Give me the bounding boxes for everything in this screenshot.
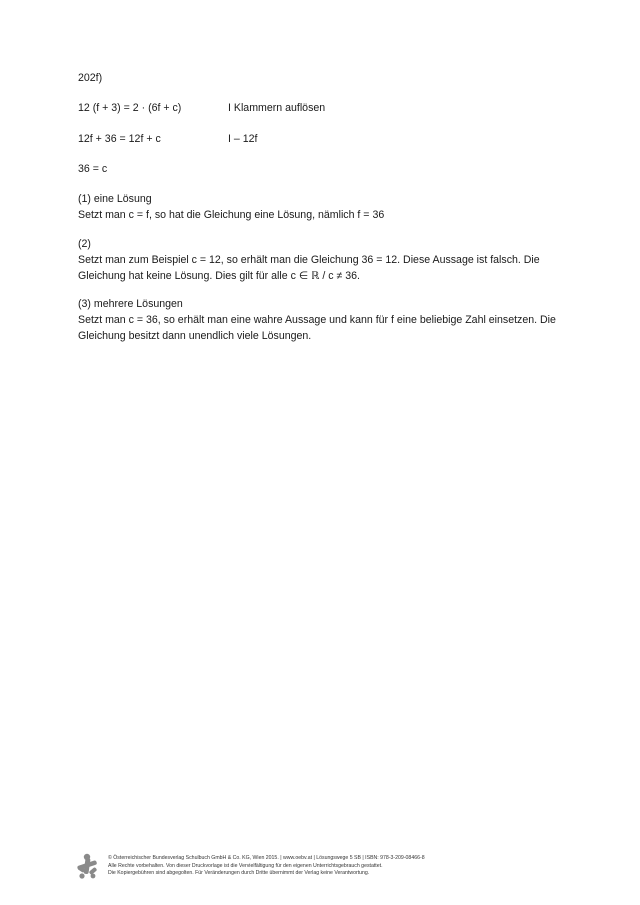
case-two-text-line-1: Setzt man zum Beispiel c = 12, so erhält man die Gleichung 36 = 12. Diese Aussage ist falsch. Die (78, 254, 540, 266)
case-two (78, 236, 578, 284)
equation-step-1: 12 (f + 3) = 2 · (6f + c) (78, 102, 182, 114)
equation-step-3: 36 = c (78, 163, 108, 175)
footer-fees: Die Kopiergebühren sind abgegolten. Für Veränderungen durch Dritte übernimmt der Verlag keine Verantwortung. (108, 870, 370, 876)
case-three-text-line-2: Gleichung besitzt dann unendlich viele Lösungen. (78, 330, 312, 342)
publisher-logo-icon (74, 852, 100, 880)
case-one-heading: (1) eine Lösung (78, 193, 152, 205)
case-one-text: Setzt man c = f, so hat die Gleichung eine Lösung, nämlich f = 36 (78, 209, 385, 221)
case-three-heading: (3) mehrere Lösungen (78, 298, 183, 310)
case-three-text-line-1: Setzt man c = 36, so erhält man eine wahre Aussage und kann für f eine beliebige Zahl einsetzen. Die (78, 314, 556, 326)
exercise-number: 202f) (78, 72, 103, 84)
footer-copyright: © Österreichischer Bundesverlag Schulbuch GmbH & Co. KG, Wien 2015. | www.oebv.at | Lösungswege 5 SB | ISBN: 978-3-209-08466-8 (108, 855, 425, 861)
footer-rights: Alle Rechte vorbehalten. Von dieser Druckvorlage ist die Vervielfältigung für den eigenen Unterrichtsgebrauch gestattet. (108, 862, 383, 869)
case-two-heading: (2) (78, 238, 91, 250)
operation-step-1: I Klammern auflösen (228, 102, 326, 114)
footer (108, 855, 425, 878)
equation-step-2: 12f + 36 = 12f + c (78, 133, 161, 145)
operation-step-2: I – 12f (228, 133, 258, 145)
case-one (78, 191, 578, 223)
case-two-text-line-2: Gleichung hat keine Lösung. Dies gilt für alle c ∈ ℝ / c ≠ 36. (78, 270, 360, 282)
case-three (78, 296, 578, 344)
